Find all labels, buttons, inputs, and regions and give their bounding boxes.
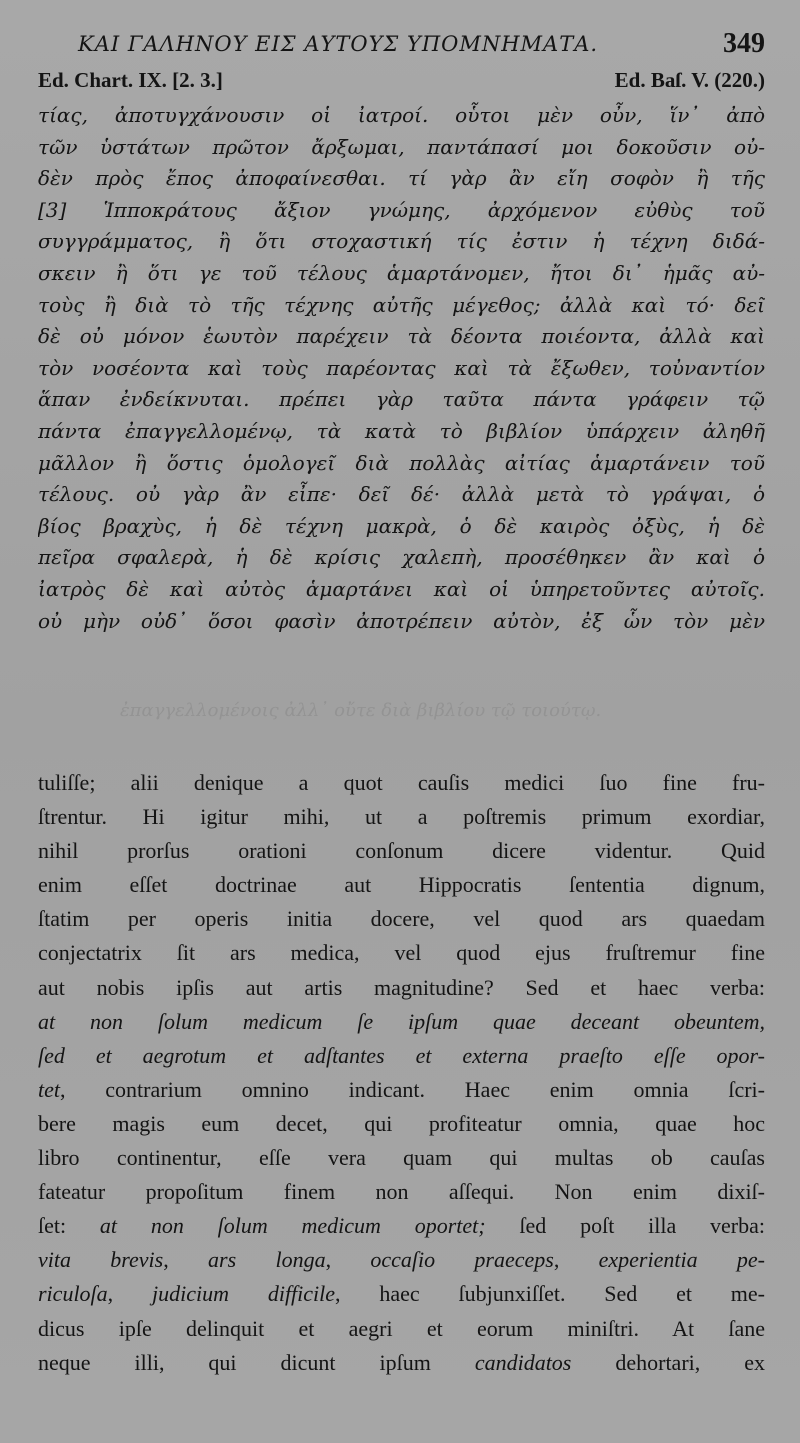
text-segment: fateatur propoſitum finem non aſſequi. Non enim dixiſ-	[38, 1179, 765, 1205]
greek-line: βίος βραχὺς, ἡ δὲ τέχνη μακρὰ, ὁ δὲ καιρὸς ὀξὺς, ἡ δὲ	[38, 513, 765, 538]
italic-quote-segment: tet	[38, 1076, 60, 1102]
greek-line: συγγράμματος, ἢ ὅτι στοχαστική τίς ἐστιν ἡ τέχνη διδά-	[38, 229, 765, 254]
greek-line: τῶν ὑστάτων πρῶτον ἄρξωμαι, παντάπασί μοι δοκοῦσιν οὐ-	[38, 134, 765, 159]
italic-quote-segment: riculoſa	[38, 1281, 108, 1307]
text-segment: ſtatim per operis initia docere, vel quod ars quaedam	[38, 906, 765, 932]
latin-line	[38, 800, 765, 834]
greek-line: μᾶλλον ἢ ὅστις ὁμολογεῖ διὰ πολλὰς αἰτίας ἁμαρτάνειν τοῦ	[38, 450, 765, 475]
text-segment: ,	[553, 1247, 599, 1273]
bleed-through-text: ἐπαγγελλομένοις ἀλλ᾽ οὔτε διὰ βιβλίου τῷ τοιούτῳ.	[120, 700, 602, 721]
text-segment: ſet:	[38, 1213, 100, 1239]
edition-line	[38, 68, 765, 98]
text-segment: neque illi, qui dicunt ipſum	[38, 1349, 475, 1375]
italic-quote-segment: vita brevis	[38, 1247, 164, 1273]
latin-line	[38, 766, 765, 800]
latin-line	[38, 834, 765, 868]
italic-quote-segment: occaſio praeceps	[370, 1247, 554, 1273]
text-segment: ,	[163, 1247, 209, 1273]
running-head	[0, 28, 800, 68]
greek-line: δὲν πρὸς ἔπος ἀποφαίνεσθαι. τί γὰρ ἂν εἴη σοφὸν ἢ τῆς	[38, 166, 765, 191]
greek-text-block	[38, 100, 765, 637]
page-number: 349	[723, 28, 765, 59]
latin-line	[38, 1005, 765, 1039]
italic-quote-segment: judicium difficile	[152, 1281, 336, 1307]
latin-line	[38, 902, 765, 936]
running-title: ΚΑΙ ΓΑΛΗΝΟΥ ΕΙΣ ΑΥΤΟΥΣ ΥΠΟΜΝΗΜΑΤΑ.	[78, 32, 599, 56]
greek-line: τέλους. οὐ γὰρ ἂν εἶπε· δεῖ δέ· ἀλλὰ μετὰ τὸ γράψαι, ὁ	[38, 482, 765, 507]
italic-quote-segment: at non ſolum medicum oportet;	[99, 1213, 486, 1239]
greek-line: [3] Ἱπποκράτους ἄξιον γνώμης, ἀρχόμενον εὐθὺς τοῦ	[38, 197, 765, 222]
greek-line: πεῖρα σφαλερὰ, ἡ δὲ κρίσις χαλεπὴ, προσέθηκεν ἂν καὶ ὁ	[38, 545, 765, 570]
latin-line	[38, 868, 765, 902]
text-segment: tuliſſe; alii denique a quot cauſis medici ſuo fine fru-	[38, 770, 765, 795]
greek-line: τίας, ἀποτυγχάνουσιν οἱ ἰατροί. οὗτοι μὲν οὖν, ἵν᾽ ἀπὸ	[38, 103, 765, 127]
latin-line	[38, 1346, 765, 1380]
greek-line: τὸν νοσέοντα καὶ τοὺς παρέοντας καὶ τὰ ἔξωθεν, τοὐναντίον	[38, 355, 765, 380]
text-segment: libro continentur, eſſe vera quam qui multas ob cauſas	[38, 1145, 765, 1171]
text-segment: conjectatrix ſit ars medica, vel quod ejus fruſtremur fine	[38, 940, 765, 966]
italic-quote-segment: at non ſolum medicum ſe ipſum quae deceant obeuntem,	[38, 1008, 765, 1034]
latin-line	[38, 1243, 765, 1277]
latin-line	[38, 1107, 765, 1141]
edition-chart-reference: Ed. Chart. IX. [2. 3.]	[38, 68, 223, 92]
text-segment: bere magis eum decet, qui profiteatur omnia, quae hoc	[38, 1110, 765, 1136]
greek-line: σκειν ἢ ὅτι γε τοῦ τέλους ἁμαρτάνομεν, ἤτοι δι᾽ ἡμᾶς αὐ-	[38, 260, 765, 285]
text-segment: nihil prorſus orationi conſonum dicere videntur. Quid	[38, 838, 765, 864]
italic-quote-segment: ars longa	[208, 1247, 326, 1273]
latin-line	[38, 1209, 765, 1243]
text-segment: dehortari, ex	[571, 1349, 765, 1375]
latin-text-block	[38, 766, 765, 1380]
text-segment: ,	[107, 1281, 153, 1307]
latin-line	[38, 936, 765, 970]
latin-line	[38, 1039, 765, 1073]
greek-line: δὲ οὐ μόνον ἑωυτὸν παρέχειν τὰ δέοντα ποιέοντα, ἀλλὰ καὶ	[38, 324, 765, 349]
latin-line	[38, 1277, 765, 1311]
greek-line: ἰατρὸς δὲ καὶ αὐτὸς ἁμαρτάνει καὶ οἱ ὑπηρετοῦντες αὐτοῖς.	[38, 576, 765, 601]
greek-line: ἅπαν ἐνδείκνυται. πρέπει γὰρ ταῦτα πάντα γράφειν τῷ	[38, 387, 765, 412]
greek-line: τοὺς ἢ διὰ τὸ τῆς τέχνης αὐτῆς μέγεθος; ἀλλὰ καὶ τό· δεῖ	[38, 292, 765, 317]
edition-bas-reference: Ed. Baſ. V. (220.)	[614, 68, 765, 92]
greek-line: οὐ μὴν οὐδ᾽ ὅσοι φασὶν ἀποτρέπειν αὐτὸν, ἐξ ὧν τὸν μὲν	[38, 608, 765, 633]
text-segment: , contrarium omnino indicant. Haec enim omnia ſcri-	[60, 1076, 765, 1102]
latin-line	[38, 1141, 765, 1175]
italic-quote-segment: ſed et aegrotum et adſtantes et externa praeſto eſſe opor-	[38, 1042, 765, 1068]
latin-line	[38, 1312, 765, 1346]
latin-line	[38, 1175, 765, 1209]
text-segment: enim eſſet doctrinae aut Hippocratis ſententia dignum,	[38, 872, 765, 898]
italic-quote-segment: experientia pe-	[598, 1247, 765, 1273]
text-segment: dicus ipſe delinquit et aegri et eorum miniſtri. At ſane	[38, 1315, 765, 1341]
text-segment: ſed poſt illa verba:	[485, 1213, 765, 1239]
text-segment: aut nobis ipſis aut artis magnitudine? Sed et haec verba:	[38, 974, 765, 1000]
text-segment: , haec ſubjunxiſſet. Sed et me-	[335, 1281, 765, 1307]
italic-quote-segment: candidatos	[474, 1349, 572, 1375]
latin-line	[38, 1073, 765, 1107]
greek-line: πάντα ἐπαγγελλομένῳ, τὰ κατὰ τὸ βιβλίον ὑπάρχειν ἀληθῆ	[38, 418, 765, 443]
latin-line	[38, 971, 765, 1005]
text-segment: ,	[325, 1247, 371, 1273]
text-segment: ſtrentur. Hi igitur mihi, ut a poſtremis primum exordiar,	[38, 804, 765, 830]
